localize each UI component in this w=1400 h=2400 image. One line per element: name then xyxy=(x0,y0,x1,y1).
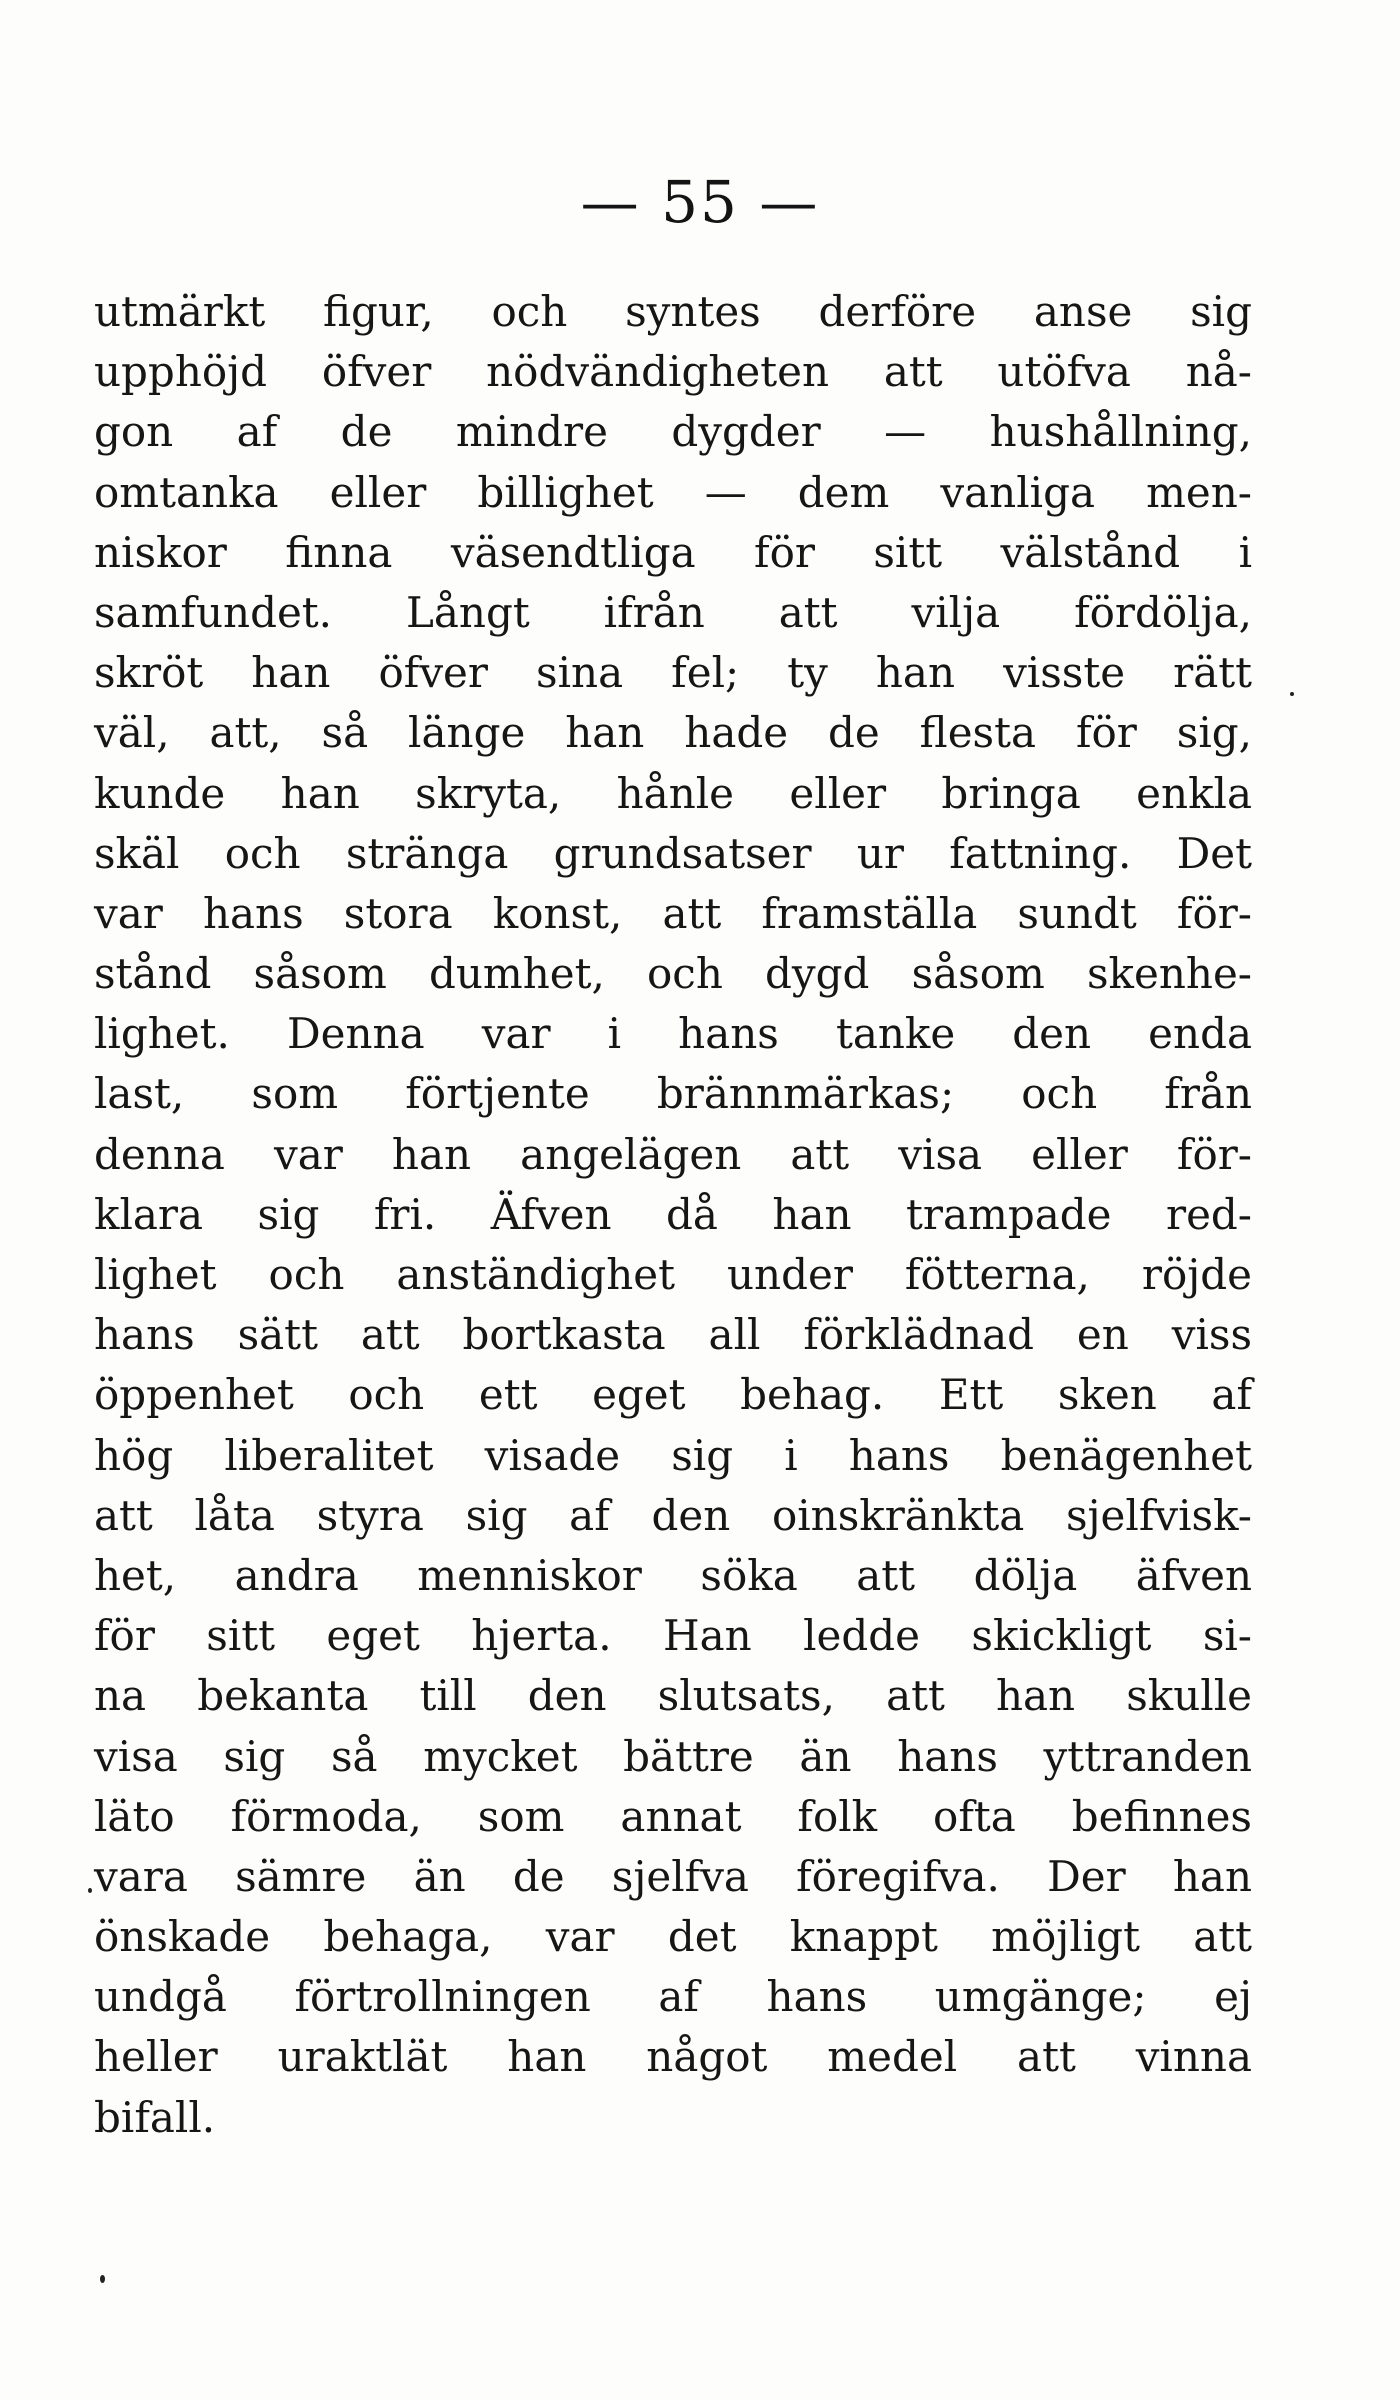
text-line: utmärkt figur, och syntes derföre anse sig xyxy=(94,287,1252,336)
text-line: visa sig så mycket bättre än hans yttranden xyxy=(94,1731,1252,1781)
text-line: kunde han skryta, hånle eller bringa enkla xyxy=(94,768,1252,818)
text-line: lighet. Denna var i hans tanke den enda xyxy=(94,1009,1252,1059)
text-line: väl, att, så länge han hade de flesta för sig, xyxy=(94,708,1252,758)
page-number: — 55 — xyxy=(580,168,820,236)
text-line: för sitt eget hjerta. Han ledde skickligt si- xyxy=(94,1611,1252,1661)
text-line: bifall. xyxy=(94,2092,216,2142)
text-line: skröt han öfver sina fel; ty han visste rätt xyxy=(94,648,1252,698)
text-line: önskade behaga, var det knappt möjligt att xyxy=(94,1912,1252,1962)
text-line: heller uraktlät han något medel att vinna xyxy=(94,2032,1252,2082)
text-line: att låta styra sig af den oinskränkta sjelfvisk- xyxy=(94,1490,1252,1540)
text-line: hög liberalitet visade sig i hans benägenhet xyxy=(94,1430,1252,1480)
ink-speck xyxy=(1290,692,1294,696)
text-line: gon af de mindre dygder — hushållning, xyxy=(94,407,1252,457)
text-line: undgå förtrollningen af hans umgänge; ej xyxy=(94,1972,1252,2022)
ink-speck xyxy=(88,1888,92,1893)
text-line: niskor finna väsendtliga för sitt välstånd i xyxy=(94,527,1252,577)
text-line: skäl och stränga grundsatser ur fattning. Det xyxy=(94,828,1252,878)
text-line: hans sätt att bortkasta all förklädnad en viss xyxy=(94,1310,1252,1360)
text-line: vara sämre än de sjelfva föregifva. Der han xyxy=(94,1851,1252,1901)
text-line: na bekanta till den slutsats, att han skulle xyxy=(94,1671,1252,1721)
text-line: upphöjd öfver nödvändigheten att utöfva nå- xyxy=(94,347,1252,397)
text-line: klara sig fri. Äfven då han trampade red- xyxy=(94,1189,1252,1239)
text-line: öppenhet och ett eget behag. Ett sken af xyxy=(94,1370,1252,1420)
text-line: samfundet. Långt ifrån att vilja fördölja, xyxy=(94,587,1252,637)
text-line: omtanka eller billighet — dem vanliga men- xyxy=(94,467,1252,517)
text-line: last, som förtjente brännmärkas; och från xyxy=(94,1069,1252,1119)
text-line: lighet och anständighet under fötterna, röjde xyxy=(94,1250,1252,1299)
text-line: het, andra menniskor söka att dölja äfven xyxy=(94,1550,1252,1600)
text-line: denna var han angelägen att visa eller för- xyxy=(94,1129,1252,1179)
text-line: var hans stora konst, att framställa sundt för- xyxy=(94,888,1252,938)
ink-speck xyxy=(100,2275,105,2283)
text-line: läto förmoda, som annat folk ofta befinnes xyxy=(94,1791,1252,1841)
body-text xyxy=(94,282,1252,2148)
text-line: stånd såsom dumhet, och dygd såsom skenhe- xyxy=(94,949,1252,999)
